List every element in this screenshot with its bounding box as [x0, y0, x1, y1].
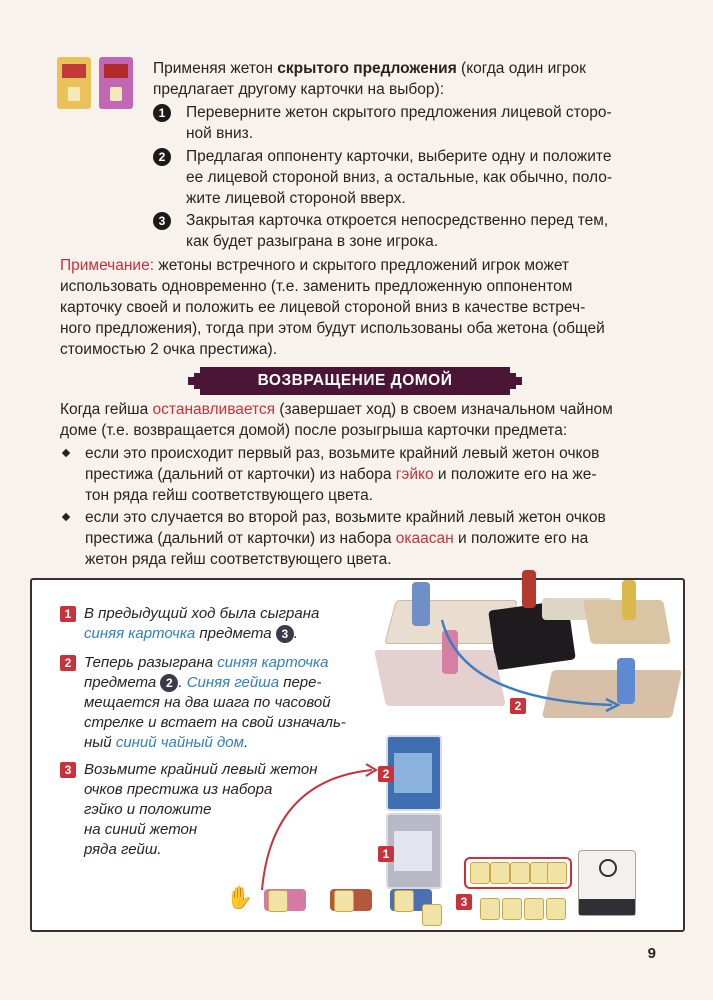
- bullet-2-text: если это случается во второй раз, возьмите крайний левый жетон очков престижа (дальний от карточки) из набора окаасан и положите его на жетон ряда гейш соответствующего цвета.: [85, 509, 606, 568]
- example-step-2-number: 2: [60, 655, 76, 671]
- value-badge-2: 2: [160, 674, 178, 692]
- callout-2-card: 2: [378, 766, 394, 782]
- hidden-offer-token-image: [57, 57, 91, 109]
- blue-item-card-2: [386, 735, 442, 811]
- section-heading: ВОЗВРАЩЕНИЕ ДОМОЙ: [257, 372, 453, 389]
- example-step-3-number: 3: [60, 762, 76, 778]
- value-badge-3: 3: [276, 625, 294, 643]
- example-step-3-text: Возьмите крайний левый жетон очков престижа из набора гэйко и положите на синий жетон ряда гейш.: [84, 761, 318, 858]
- intro-text: Применяя жетон скрытого предложения (когда один игрок: [153, 60, 586, 77]
- example-frame: [30, 578, 685, 932]
- callout-1-card: 1: [378, 846, 394, 862]
- bullet-icon: [62, 449, 70, 457]
- score-card: [578, 850, 636, 916]
- hand-icon: ✋: [226, 885, 254, 910]
- step-1-number: 1: [153, 104, 171, 122]
- step-3-text: Закрытая карточка откроется непосредственно перед тем, как будет разыграна в зоне игрока.: [186, 212, 609, 250]
- step-1-text: Переверните жетон скрытого предложения лицевой сторо- ной вниз.: [186, 104, 612, 142]
- board-illustration: [372, 580, 682, 725]
- example-step-2-text: Теперь разыграна синяя карточка предмета 2 . Синяя гейша пере- мещается на два шага по часовой стрелке и встает на свой изначаль- ный синий чайный дом.: [84, 654, 346, 751]
- note-label: Примечание:: [60, 257, 155, 274]
- blue-item-card-1: [386, 813, 442, 889]
- arrow-to-card: [242, 760, 392, 900]
- step-2-number: 2: [153, 148, 171, 166]
- bullet-1-text: если это происходит первый раз, возьмите крайний левый жетон очков престижа (дальний от карточки) из набора гэйко и положите его на же- тон ряда гейш соответствующего цвета.: [85, 445, 600, 504]
- hidden-offer-token-image-2: [99, 57, 133, 109]
- callout-2-board: 2: [510, 698, 526, 714]
- page-number: 9: [647, 945, 656, 962]
- homecoming-paragraph: Когда гейша останавливается (завершает ход) в своем изначальном чайном доме (т.е. возвращается домой) после розыгрыша карточки предмета:: [60, 401, 613, 439]
- section-banner: [200, 367, 510, 395]
- intro-text-line2: предлагает другому карточки на выбор):: [153, 81, 445, 98]
- example-step-1-number: 1: [60, 606, 76, 622]
- callout-3: 3: [456, 894, 472, 910]
- bullet-icon: [62, 513, 70, 521]
- step-2-text: Предлагая оппоненту карточки, выберите одну и положите ее лицевой стороной вниз, а остальные, как обычно, поло- жите лицевой стороной вверх.: [186, 148, 612, 207]
- step-3-number: 3: [153, 212, 171, 230]
- note-paragraph: Примечание: жетоны встречного и скрытого предложений игрок может использовать одновременно (т.е. заменить предложенную оппонентом карточку своей и положить ее лицевой стороной вниз в качестве встреч- ного предложения), тогда при этом будут использованы оба жетона (общей стоимостью 2 очка престижа).: [60, 257, 605, 358]
- example-step-1-text: В предыдущий ход была сыграна синяя карточка предмета 3 .: [84, 605, 320, 642]
